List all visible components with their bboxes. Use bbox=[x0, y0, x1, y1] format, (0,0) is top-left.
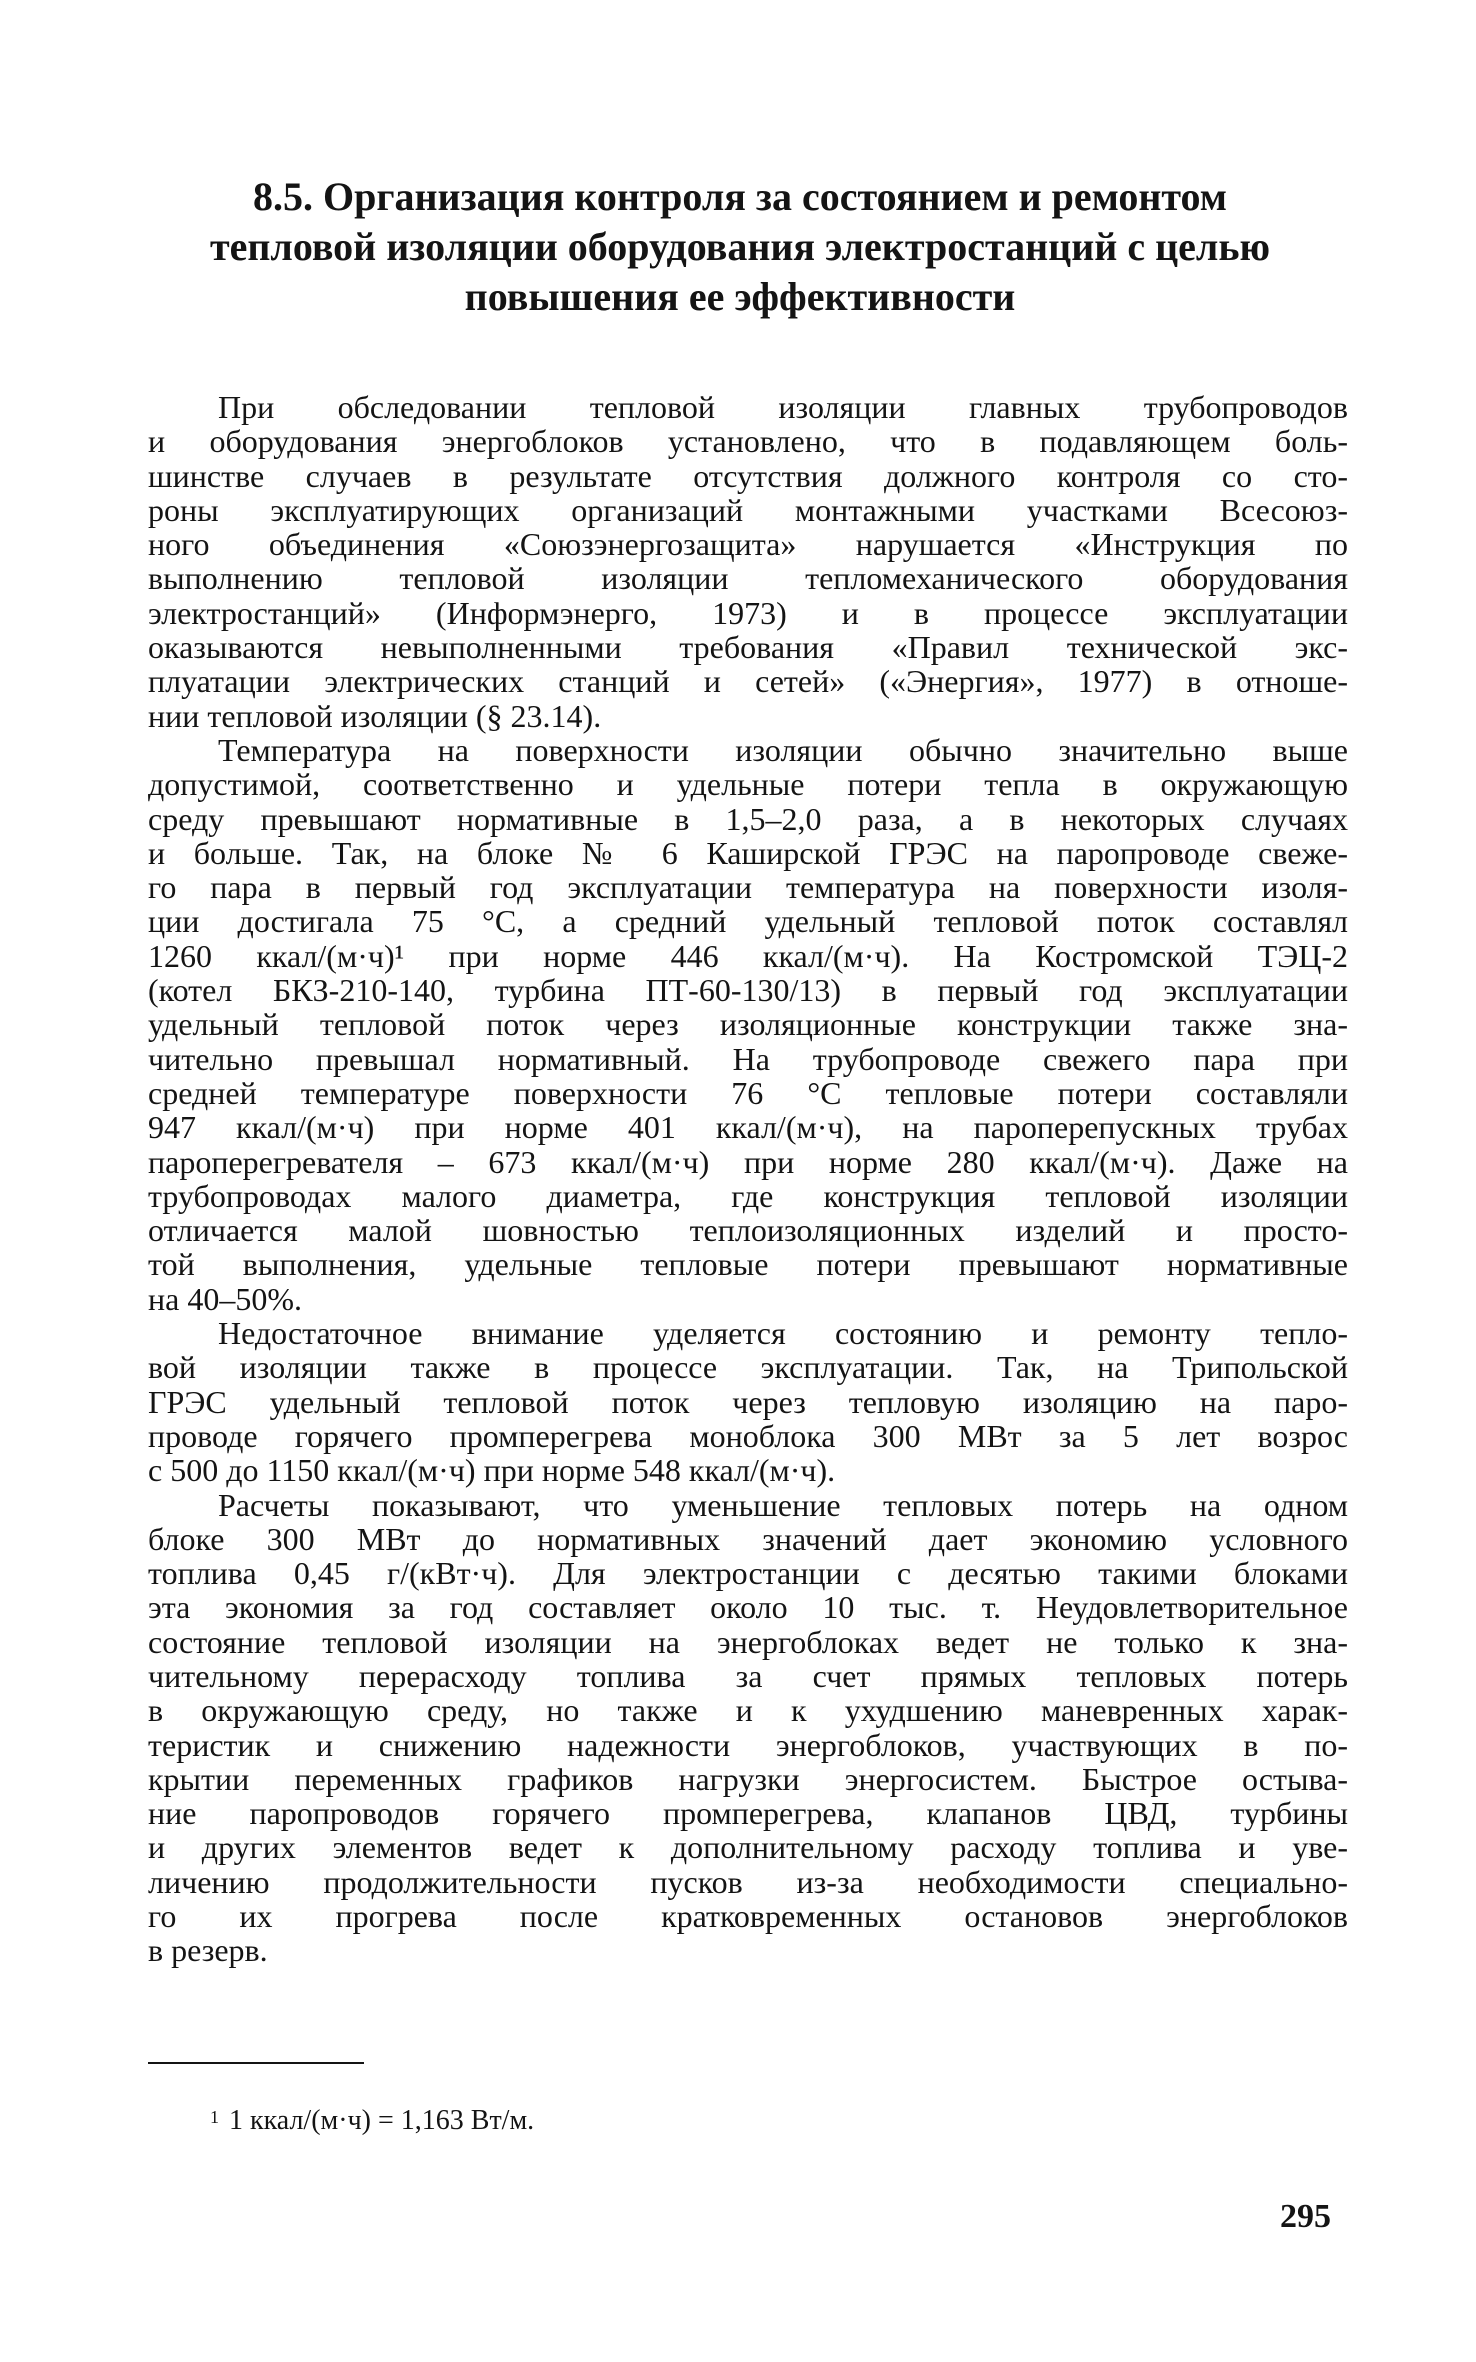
text-line: электростанций» (Информэнерго, 1973) и в процессе эксплуатации bbox=[148, 594, 1348, 631]
heading-line: 8.5. Организация контроля за состоянием и ремонтом bbox=[252, 174, 1228, 219]
text-line: трубопроводах малого диаметра, где конструкция тепловой изоляции bbox=[148, 1177, 1348, 1214]
text-line: теристик и снижению надежности энергоблоков, участвующих в по- bbox=[148, 1726, 1348, 1763]
text-line: 947 ккал/(м·ч) при норме 401 ккал/(м·ч), на пароперепускных трубах bbox=[148, 1109, 1348, 1146]
text-line: с 500 до 1150 ккал/(м·ч) при норме 548 ккал/(м·ч). bbox=[148, 1452, 836, 1489]
section-heading bbox=[150, 172, 1330, 322]
body-text bbox=[148, 390, 1348, 1968]
text-line: го их прогрева после кратковременных остановов энергоблоков bbox=[148, 1898, 1348, 1935]
text-line: Расчеты показывают, что уменьшение тепловых потерь на одном bbox=[218, 1486, 1348, 1523]
paragraph bbox=[148, 1488, 1348, 1968]
text-line: ГРЭС удельный тепловой поток через тепловую изоляцию на паро- bbox=[148, 1383, 1348, 1420]
footnote-text: 1 ккал/(м·ч) = 1,163 Вт/м. bbox=[229, 2105, 535, 2136]
text-line: ции достигала 75 °С, а средний удельный тепловой поток составлял bbox=[148, 903, 1348, 940]
text-line: плуатации электрических станций и сетей» («Энергия», 1977) в отноше- bbox=[148, 663, 1348, 700]
text-line: отличается малой шовностью теплоизоляционных изделий и просто- bbox=[148, 1212, 1348, 1249]
text-line: на 40–50%. bbox=[148, 1280, 302, 1317]
text-line: чительному перерасходу топлива за счет прямых тепловых потерь bbox=[148, 1657, 1348, 1694]
text-line: эта экономия за год составляет около 10 тыс. т. Неудовлетворительное bbox=[148, 1589, 1348, 1626]
heading-line: повышения ее эффективности bbox=[464, 274, 1016, 319]
heading-line: тепловой изоляции оборудования электростанций с целью bbox=[209, 224, 1271, 269]
footnote-divider bbox=[148, 2062, 364, 2064]
text-line: и оборудования энергоблоков установлено, что в подавляющем боль- bbox=[148, 423, 1348, 460]
text-line: средней температуре поверхности 76 °С тепловые потери составляли bbox=[148, 1074, 1348, 1111]
text-line: и больше. Так, на блоке № 6 Каширской ГРЭС на паропроводе свеже- bbox=[148, 834, 1348, 871]
text-line: выполнению тепловой изоляции тепломеханического оборудования bbox=[148, 560, 1348, 597]
text-line: роны эксплуатирующих организаций монтажными участками Всесоюз- bbox=[148, 491, 1348, 528]
text-line: в окружающую среду, но также и к ухудшению маневренных харак- bbox=[148, 1692, 1348, 1729]
text-line: удельный тепловой поток через изоляционные конструкции также зна- bbox=[148, 1006, 1348, 1043]
paragraph bbox=[148, 733, 1348, 1316]
text-line: и других элементов ведет к дополнительному расходу топлива и уве- bbox=[148, 1829, 1348, 1866]
text-line: Недостаточное внимание уделяется состоянию и ремонту тепло- bbox=[218, 1315, 1348, 1352]
text-line: проводе горячего промперегрева моноблока 300 МВт за 5 лет возрос bbox=[148, 1417, 1348, 1454]
text-line: оказываются невыполненными требования «Правил технической экс- bbox=[148, 629, 1348, 666]
footnote-marker: 1 bbox=[210, 2107, 219, 2127]
text-line: 1260 ккал/(м·ч)¹ при норме 446 ккал/(м·ч). На Костромской ТЭЦ-2 bbox=[148, 937, 1348, 974]
text-line: ние паропроводов горячего промперегрева, клапанов ЦВД, турбины bbox=[148, 1795, 1348, 1832]
text-line: ного объединения «Союзэнергозащита» нарушается «Инструкция по bbox=[148, 526, 1348, 563]
footnote bbox=[210, 2104, 534, 2138]
text-line: вой изоляции также в процессе эксплуатации. Так, на Трипольской bbox=[148, 1349, 1348, 1386]
text-line: го пара в первый год эксплуатации температура на поверхности изоля- bbox=[148, 869, 1348, 906]
text-line: крытии переменных графиков нагрузки энергосистем. Быстрое остыва- bbox=[148, 1760, 1348, 1797]
text-line: в резерв. bbox=[148, 1932, 268, 1969]
text-line: шинстве случаев в результате отсутствия должного контроля со сто- bbox=[148, 457, 1348, 494]
text-line: пароперегревателя – 673 ккал/(м·ч) при норме 280 ккал/(м·ч). Даже на bbox=[148, 1143, 1348, 1180]
page-number: 295 bbox=[1280, 2198, 1331, 2235]
text-line: Температура на поверхности изоляции обычно значительно выше bbox=[218, 731, 1348, 768]
text-line: чительно превышал нормативный. На трубопроводе свежего пара при bbox=[148, 1040, 1348, 1077]
text-line: допустимой, соответственно и удельные потери тепла в окружающую bbox=[148, 766, 1348, 803]
text-line: При обследовании тепловой изоляции главных трубопроводов bbox=[218, 389, 1348, 425]
text-line: нии тепловой изоляции (§ 23.14). bbox=[148, 697, 602, 734]
text-line: блоке 300 МВт до нормативных значений дает экономию условного bbox=[148, 1520, 1348, 1557]
paragraph bbox=[148, 1316, 1348, 1487]
text-line: личению продолжительности пусков из-за необходимости специально- bbox=[148, 1863, 1348, 1900]
text-line: (котел БКЗ-210-140, турбина ПТ-60-130/13) в первый год эксплуатации bbox=[148, 972, 1348, 1009]
text-line: топлива 0,45 г/(кВт·ч). Для электростанции с десятью такими блоками bbox=[148, 1555, 1348, 1592]
paragraph bbox=[148, 390, 1348, 733]
text-line: той выполнения, удельные тепловые потери превышают нормативные bbox=[148, 1246, 1348, 1283]
text-line: состояние тепловой изоляции на энергоблоках ведет не только к зна- bbox=[148, 1623, 1348, 1660]
text-line: среду превышают нормативные в 1,5–2,0 раза, а в некоторых случаях bbox=[148, 800, 1348, 837]
